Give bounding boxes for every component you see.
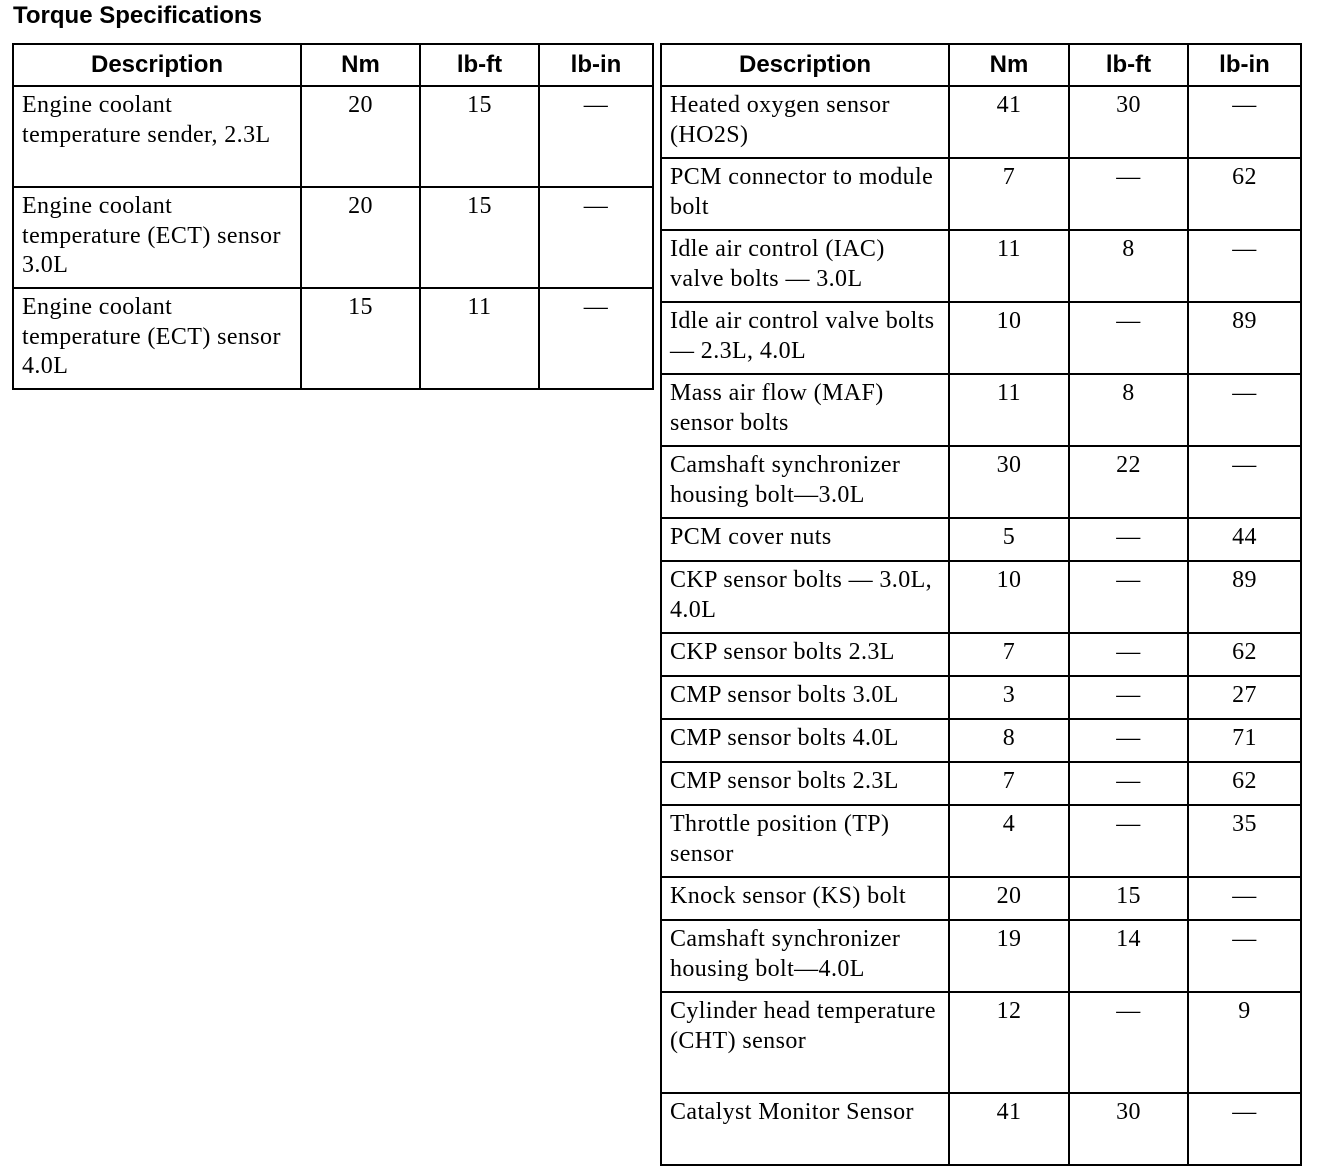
table-row [661, 920, 1301, 992]
cell-nm: 4 [949, 805, 1069, 877]
table-row [661, 805, 1301, 877]
cell-lbin: 62 [1188, 158, 1301, 230]
header-lbft: lb-ft [1069, 44, 1188, 86]
cell-lbft: — [1069, 762, 1188, 805]
cell-lbin: — [539, 288, 653, 389]
header-description: Description [13, 44, 301, 86]
torque-table-right [660, 43, 1302, 1166]
cell-nm: 19 [949, 920, 1069, 992]
cell-description: PCM cover nuts [661, 518, 949, 561]
torque-table-left [12, 43, 654, 390]
cell-description: CKP sensor bolts — 3.0L, 4.0L [661, 561, 949, 633]
cell-nm: 11 [949, 374, 1069, 446]
cell-lbft: — [1069, 719, 1188, 762]
cell-nm: 20 [301, 187, 420, 288]
cell-nm: 7 [949, 762, 1069, 805]
cell-lbft: 15 [420, 86, 539, 187]
header-row [661, 44, 1301, 86]
cell-nm: 20 [949, 877, 1069, 920]
cell-lbft: 15 [420, 187, 539, 288]
cell-description: CKP sensor bolts 2.3L [661, 633, 949, 676]
cell-lbft: 8 [1069, 230, 1188, 302]
cell-nm: 8 [949, 719, 1069, 762]
cell-lbin: 9 [1188, 992, 1301, 1093]
cell-lbin: — [539, 187, 653, 288]
cell-description: Heated oxygen sensor (HO2S) [661, 86, 949, 158]
cell-nm: 41 [949, 1093, 1069, 1165]
table-row [661, 719, 1301, 762]
header-nm: Nm [949, 44, 1069, 86]
cell-description: CMP sensor bolts 3.0L [661, 676, 949, 719]
cell-lbin: — [1188, 1093, 1301, 1165]
cell-description: Idle air control (IAC) valve bolts — 3.0L [661, 230, 949, 302]
cell-nm: 11 [949, 230, 1069, 302]
header-nm: Nm [301, 44, 420, 86]
cell-lbft: — [1069, 518, 1188, 561]
cell-lbft: — [1069, 561, 1188, 633]
cell-nm: 5 [949, 518, 1069, 561]
table-row [661, 561, 1301, 633]
cell-nm: 30 [949, 446, 1069, 518]
table-row [661, 230, 1301, 302]
table-row [661, 877, 1301, 920]
table-row [661, 676, 1301, 719]
cell-description: Catalyst Monitor Sensor [661, 1093, 949, 1165]
table-row [661, 1093, 1301, 1165]
table-row [661, 158, 1301, 230]
cell-lbft: 30 [1069, 1093, 1188, 1165]
cell-description: Engine coolant temperature (ECT) sensor 4.0L [13, 288, 301, 389]
cell-description: CMP sensor bolts 4.0L [661, 719, 949, 762]
cell-nm: 7 [949, 158, 1069, 230]
header-lbin: lb-in [1188, 44, 1301, 86]
cell-nm: 10 [949, 561, 1069, 633]
cell-lbin: 62 [1188, 633, 1301, 676]
cell-lbin: — [1188, 374, 1301, 446]
cell-lbin: 35 [1188, 805, 1301, 877]
table-row [13, 187, 653, 288]
cell-lbft: — [1069, 158, 1188, 230]
cell-lbin: 71 [1188, 719, 1301, 762]
cell-lbft: — [1069, 302, 1188, 374]
cell-lbft: — [1069, 633, 1188, 676]
cell-nm: 41 [949, 86, 1069, 158]
cell-description: Idle air control valve bolts — 2.3L, 4.0L [661, 302, 949, 374]
cell-lbft: 22 [1069, 446, 1188, 518]
cell-description: PCM connector to module bolt [661, 158, 949, 230]
cell-lbft: 11 [420, 288, 539, 389]
cell-description: Engine coolant temperature (ECT) sensor 3.0L [13, 187, 301, 288]
header-lbin: lb-in [539, 44, 653, 86]
table-row [661, 302, 1301, 374]
cell-description: Knock sensor (KS) bolt [661, 877, 949, 920]
header-description: Description [661, 44, 949, 86]
cell-nm: 12 [949, 992, 1069, 1093]
table-row [661, 633, 1301, 676]
table-row [661, 518, 1301, 561]
cell-nm: 15 [301, 288, 420, 389]
table-row [13, 288, 653, 389]
table-row [13, 86, 653, 187]
cell-description: Camshaft synchronizer housing bolt—3.0L [661, 446, 949, 518]
cell-description: Throttle position (TP) sensor [661, 805, 949, 877]
cell-description: Camshaft synchronizer housing bolt—4.0L [661, 920, 949, 992]
cell-lbin: — [1188, 920, 1301, 992]
cell-lbin: — [539, 86, 653, 187]
cell-description: CMP sensor bolts 2.3L [661, 762, 949, 805]
cell-lbft: 15 [1069, 877, 1188, 920]
cell-lbin: 89 [1188, 561, 1301, 633]
cell-lbin: 62 [1188, 762, 1301, 805]
table-row [661, 446, 1301, 518]
cell-lbin: — [1188, 877, 1301, 920]
page-title: Torque Specifications [13, 2, 262, 29]
cell-lbft: — [1069, 676, 1188, 719]
cell-lbin: — [1188, 230, 1301, 302]
cell-lbin: 44 [1188, 518, 1301, 561]
table-row [661, 992, 1301, 1093]
cell-lbin: — [1188, 446, 1301, 518]
cell-lbft: 30 [1069, 86, 1188, 158]
cell-lbft: 14 [1069, 920, 1188, 992]
cell-description: Engine coolant temperature sender, 2.3L [13, 86, 301, 187]
cell-lbft: 8 [1069, 374, 1188, 446]
table-row [661, 86, 1301, 158]
header-row [13, 44, 653, 86]
header-lbft: lb-ft [420, 44, 539, 86]
cell-lbft: — [1069, 805, 1188, 877]
cell-nm: 20 [301, 86, 420, 187]
cell-lbin: 89 [1188, 302, 1301, 374]
table-row [661, 762, 1301, 805]
table-row [661, 374, 1301, 446]
cell-nm: 7 [949, 633, 1069, 676]
cell-lbin: — [1188, 86, 1301, 158]
cell-nm: 10 [949, 302, 1069, 374]
cell-lbft: — [1069, 992, 1188, 1093]
cell-lbin: 27 [1188, 676, 1301, 719]
cell-description: Cylinder head temperature (CHT) sensor [661, 992, 949, 1093]
cell-description: Mass air flow (MAF) sensor bolts [661, 374, 949, 446]
cell-nm: 3 [949, 676, 1069, 719]
